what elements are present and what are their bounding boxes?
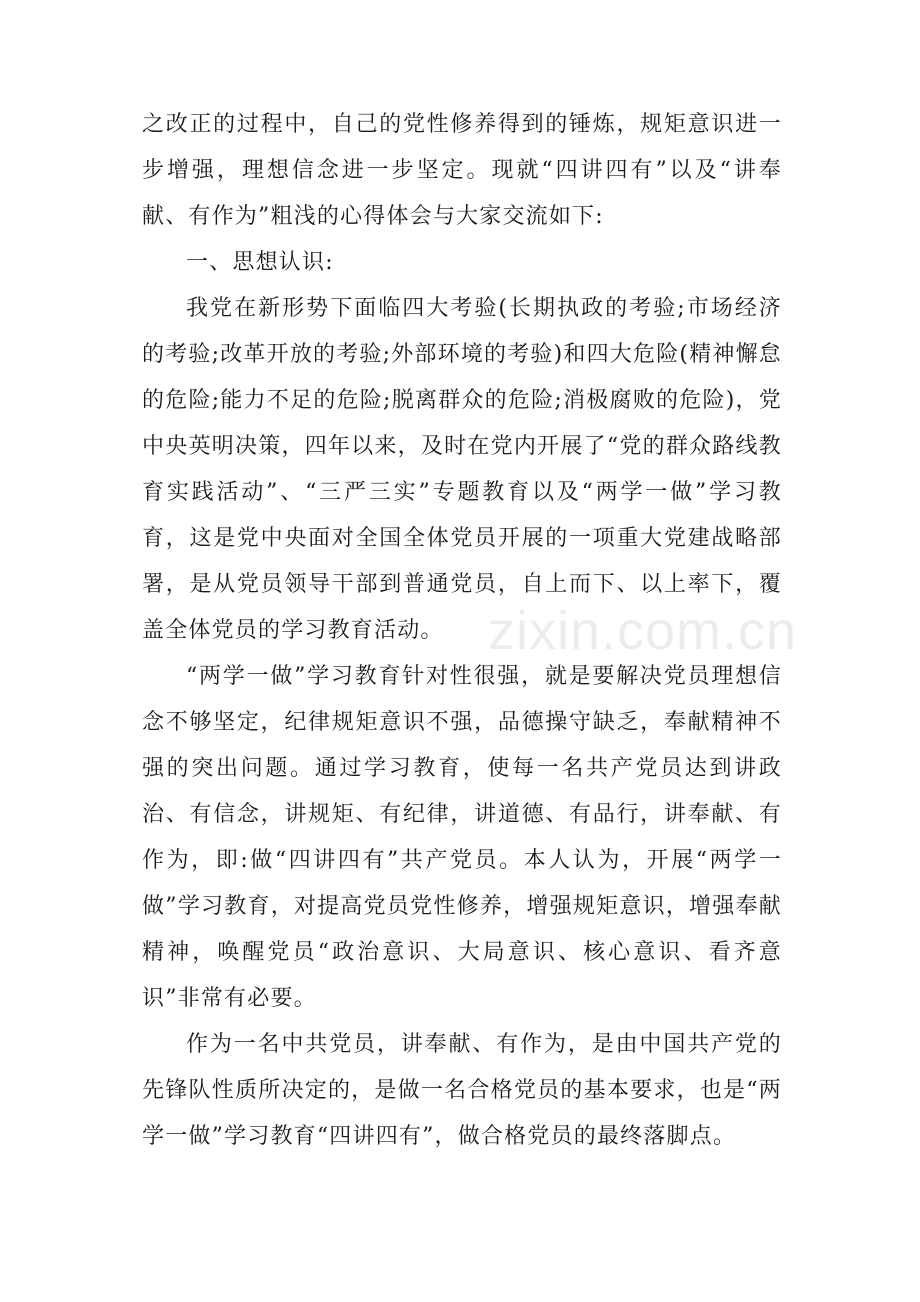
paragraph-continuation: 之改正的过程中，自己的党性修养得到的锤炼，规矩意识进一步增强，理想信念进一步坚定。现就“四讲四有”以及“讲奉献、有作为”粗浅的心得体会与大家交流如下:	[142, 112, 782, 229]
watermark-text: zixin.com.cn	[488, 601, 798, 661]
paragraph-four-tests: 我党在新形势下面临四大考验(长期执政的考验;市场经济的考验;改革开放的考验;外部环境的考验)和四大危险(精神懈怠的危险;能力不足的危险;脱离群众的危险;消极腐败的危险)，党中央英明决策，四年以来，及时在党内开展了“党的群众路线教育实践活动”、“三严三实”专题教育以及“两学一做”学习教育，这是党中央面对全国全体党员开展的一项重大党建战略部署，是从党员领导干部到普通党员，自上而下、以上率下，覆盖全体党员的学习教育活动。	[142, 296, 782, 643]
paragraph-two-studies: “两学一做”学习教育针对性很强，就是要解决党员理想信念不够坚定，纪律规矩意识不强，品德操守缺乏，奉献精神不强的突出问题。通过学习教育，使每一名共产党员达到讲政治、有信念，讲规矩、有纪律，讲道德、有品行，讲奉献、有作为，即:做“四讲四有”共产党员。本人认为，开展“两学一做”学习教育，对提高党员党性修养，增强规矩意识，增强奉献精神，唤醒党员“政治意识、大局意识、核心意识、看齐意识”非常有必要。	[142, 664, 782, 1011]
document-body	[142, 102, 782, 1160]
paragraph-party-member: 作为一名中共党员，讲奉献、有作为，是由中国共产党的先锋队性质所决定的，是做一名合格党员的基本要求，也是“两学一做”学习教育“四讲四有”，做合格党员的最终落脚点。	[142, 1032, 782, 1149]
section-heading-thought: 一、思想认识:	[186, 250, 334, 275]
